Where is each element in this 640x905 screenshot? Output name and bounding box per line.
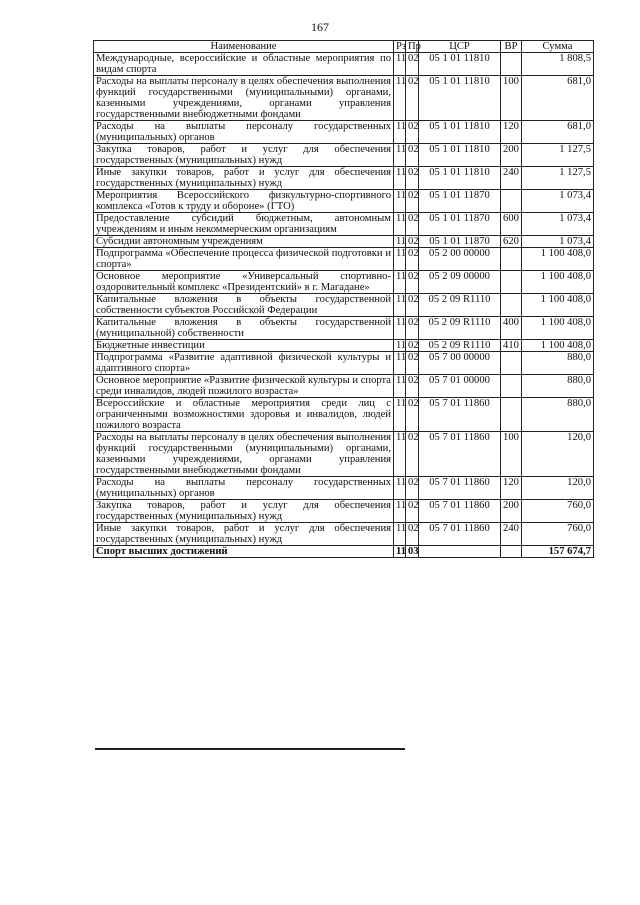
cell-csr: 05 7 01 00000 (419, 375, 501, 398)
cell-vr: 200 (501, 500, 522, 523)
cell-name: Спорт высших достижений (94, 546, 394, 558)
header-rz: Рз (394, 41, 406, 53)
cell-name: Субсидии автономным учреждениям (94, 236, 394, 248)
table-row (94, 432, 594, 477)
cell-rz: 11 (394, 167, 406, 190)
header-csr: ЦСР (419, 41, 501, 53)
cell-sum: 1 073,4 (522, 213, 594, 236)
cell-vr: 240 (501, 523, 522, 546)
cell-name: Мероприятия Всероссийского физкультурно-спортивного комплекса «Готов к труду и обороне» (ГТО) (94, 190, 394, 213)
cell-rz: 11 (394, 121, 406, 144)
table-row (94, 340, 594, 352)
cell-rz: 11 (394, 144, 406, 167)
cell-sum: 1 073,4 (522, 236, 594, 248)
cell-pr: 02 (406, 500, 419, 523)
cell-rz: 11 (394, 352, 406, 375)
cell-pr: 02 (406, 144, 419, 167)
cell-name: Подпрограмма «Обеспечение процесса физической подготовки и спорта» (94, 248, 394, 271)
table-row (94, 121, 594, 144)
cell-vr (501, 352, 522, 375)
cell-name: Международные, всероссийские и областные мероприятия по видам спорта (94, 53, 394, 76)
header-vr: ВР (501, 41, 522, 53)
cell-sum: 157 674,7 (522, 546, 594, 558)
cell-name: Расходы на выплаты персоналу в целях обеспечения выполнения функций государственными (муниципальными) органами, казенными учреждениями, органами управления государственными внебюджетными фондами (94, 76, 394, 121)
cell-csr: 05 7 01 11860 (419, 398, 501, 432)
cell-rz: 11 (394, 500, 406, 523)
cell-sum: 1 127,5 (522, 167, 594, 190)
cell-csr: 05 7 01 11860 (419, 500, 501, 523)
cell-sum: 681,0 (522, 76, 594, 121)
cell-name: Расходы на выплаты персоналу государственных (муниципальных) органов (94, 477, 394, 500)
cell-pr: 02 (406, 190, 419, 213)
cell-csr (419, 546, 501, 558)
cell-vr: 100 (501, 76, 522, 121)
cell-vr (501, 546, 522, 558)
table-row (94, 53, 594, 76)
cell-vr: 100 (501, 432, 522, 477)
cell-sum: 1 100 408,0 (522, 340, 594, 352)
cell-name: Закупка товаров, работ и услуг для обеспечения государственных (муниципальных) нужд (94, 144, 394, 167)
cell-sum: 880,0 (522, 375, 594, 398)
cell-vr: 620 (501, 236, 522, 248)
cell-vr (501, 375, 522, 398)
table-row (94, 271, 594, 294)
cell-rz: 11 (394, 546, 406, 558)
cell-csr: 05 1 01 11810 (419, 167, 501, 190)
cell-sum: 1 100 408,0 (522, 294, 594, 317)
cell-vr: 200 (501, 144, 522, 167)
cell-rz: 11 (394, 248, 406, 271)
cell-vr: 240 (501, 167, 522, 190)
cell-rz: 11 (394, 271, 406, 294)
cell-sum: 1 100 408,0 (522, 248, 594, 271)
cell-rz: 11 (394, 213, 406, 236)
cell-vr: 400 (501, 317, 522, 340)
cell-csr: 05 1 01 11870 (419, 213, 501, 236)
cell-pr: 02 (406, 76, 419, 121)
cell-pr: 02 (406, 236, 419, 248)
cell-vr (501, 271, 522, 294)
cell-sum: 1 100 408,0 (522, 271, 594, 294)
table-row (94, 236, 594, 248)
cell-pr: 02 (406, 432, 419, 477)
cell-name: Иные закупки товаров, работ и услуг для обеспечения государственных (муниципальных) нужд (94, 523, 394, 546)
footer-divider (95, 748, 405, 750)
cell-name: Подпрограмма «Развитие адаптивной физической культуры и адаптивного спорта» (94, 352, 394, 375)
cell-csr: 05 7 00 00000 (419, 352, 501, 375)
cell-vr: 120 (501, 477, 522, 500)
cell-csr: 05 2 00 00000 (419, 248, 501, 271)
table-row (94, 76, 594, 121)
cell-csr: 05 2 09 R1110 (419, 340, 501, 352)
cell-csr: 05 1 01 11870 (419, 236, 501, 248)
cell-csr: 05 1 01 11810 (419, 76, 501, 121)
cell-rz: 11 (394, 523, 406, 546)
cell-pr: 02 (406, 317, 419, 340)
cell-vr: 410 (501, 340, 522, 352)
cell-name: Закупка товаров, работ и услуг для обеспечения государственных (муниципальных) нужд (94, 500, 394, 523)
table-row (94, 523, 594, 546)
cell-csr: 05 1 01 11810 (419, 53, 501, 76)
cell-csr: 05 1 01 11870 (419, 190, 501, 213)
cell-sum: 1 073,4 (522, 190, 594, 213)
cell-vr (501, 190, 522, 213)
table-row (94, 190, 594, 213)
cell-vr (501, 53, 522, 76)
cell-sum: 1 100 408,0 (522, 317, 594, 340)
cell-pr: 02 (406, 340, 419, 352)
cell-pr: 02 (406, 398, 419, 432)
cell-pr: 02 (406, 271, 419, 294)
cell-rz: 11 (394, 340, 406, 352)
cell-name: Иные закупки товаров, работ и услуг для обеспечения государственных (муниципальных) нужд (94, 167, 394, 190)
cell-csr: 05 2 09 00000 (419, 271, 501, 294)
cell-pr: 02 (406, 121, 419, 144)
cell-pr: 02 (406, 523, 419, 546)
cell-name: Основное мероприятие «Развитие физической культуры и спорта среди инвалидов, людей пожилого возраста» (94, 375, 394, 398)
table-row (94, 317, 594, 340)
cell-sum: 681,0 (522, 121, 594, 144)
table-row (94, 477, 594, 500)
cell-rz: 11 (394, 432, 406, 477)
cell-name: Расходы на выплаты персоналу государственных (муниципальных) органов (94, 121, 394, 144)
cell-csr: 05 1 01 11810 (419, 144, 501, 167)
table-body (94, 53, 594, 558)
cell-csr: 05 2 09 R1110 (419, 294, 501, 317)
cell-vr: 120 (501, 121, 522, 144)
cell-rz: 11 (394, 375, 406, 398)
table-row (94, 213, 594, 236)
cell-rz: 11 (394, 76, 406, 121)
cell-sum: 760,0 (522, 523, 594, 546)
table-row (94, 500, 594, 523)
header-name: Наименование (94, 41, 394, 53)
cell-rz: 11 (394, 317, 406, 340)
cell-name: Основное мероприятие «Универсальный спортивно-оздоровительный комплекс «Президентский» в г. Магадане» (94, 271, 394, 294)
cell-rz: 11 (394, 236, 406, 248)
cell-csr: 05 7 01 11860 (419, 523, 501, 546)
cell-vr (501, 398, 522, 432)
cell-sum: 1 808,5 (522, 53, 594, 76)
table-row (94, 375, 594, 398)
cell-name: Всероссийские и областные мероприятия среди лиц с ограниченными возможностями здоровья и инвалидов, людей пожилого возраста (94, 398, 394, 432)
header-pr: Пр (406, 41, 419, 53)
cell-rz: 11 (394, 53, 406, 76)
cell-pr: 02 (406, 477, 419, 500)
cell-name: Бюджетные инвестиции (94, 340, 394, 352)
cell-rz: 11 (394, 398, 406, 432)
cell-vr: 600 (501, 213, 522, 236)
budget-table (93, 40, 594, 558)
cell-pr: 02 (406, 53, 419, 76)
page-number: 167 (311, 20, 329, 34)
cell-pr: 02 (406, 213, 419, 236)
cell-sum: 880,0 (522, 352, 594, 375)
table-row (94, 167, 594, 190)
cell-pr: 02 (406, 294, 419, 317)
cell-sum: 1 127,5 (522, 144, 594, 167)
cell-csr: 05 1 01 11810 (419, 121, 501, 144)
table-row (94, 248, 594, 271)
cell-name: Предоставление субсидий бюджетным, автономным учреждениям и иным некоммерческим организациям (94, 213, 394, 236)
cell-sum: 760,0 (522, 500, 594, 523)
table-row (94, 546, 594, 558)
cell-sum: 120,0 (522, 477, 594, 500)
cell-csr: 05 2 09 R1110 (419, 317, 501, 340)
cell-name: Расходы на выплаты персоналу в целях обеспечения выполнения функций государственными (муниципальными) органами, казенными учреждениями, органами управления государственными внебюджетными фондами (94, 432, 394, 477)
cell-pr: 02 (406, 375, 419, 398)
cell-rz: 11 (394, 294, 406, 317)
cell-csr: 05 7 01 11860 (419, 432, 501, 477)
cell-rz: 11 (394, 190, 406, 213)
cell-csr: 05 7 01 11860 (419, 477, 501, 500)
cell-pr: 03 (406, 546, 419, 558)
cell-pr: 02 (406, 167, 419, 190)
cell-vr (501, 248, 522, 271)
cell-pr: 02 (406, 352, 419, 375)
cell-vr (501, 294, 522, 317)
table-header-row (94, 41, 594, 53)
cell-rz: 11 (394, 477, 406, 500)
table-row (94, 144, 594, 167)
table-row (94, 398, 594, 432)
cell-name: Капитальные вложения в объекты государственной (муниципальной) собственности (94, 317, 394, 340)
cell-name: Капитальные вложения в объекты государственной собственности субъектов Российской Федерации (94, 294, 394, 317)
cell-sum: 120,0 (522, 432, 594, 477)
table-row (94, 352, 594, 375)
cell-sum: 880,0 (522, 398, 594, 432)
header-sum: Сумма (522, 41, 594, 53)
table-row (94, 294, 594, 317)
cell-pr: 02 (406, 248, 419, 271)
